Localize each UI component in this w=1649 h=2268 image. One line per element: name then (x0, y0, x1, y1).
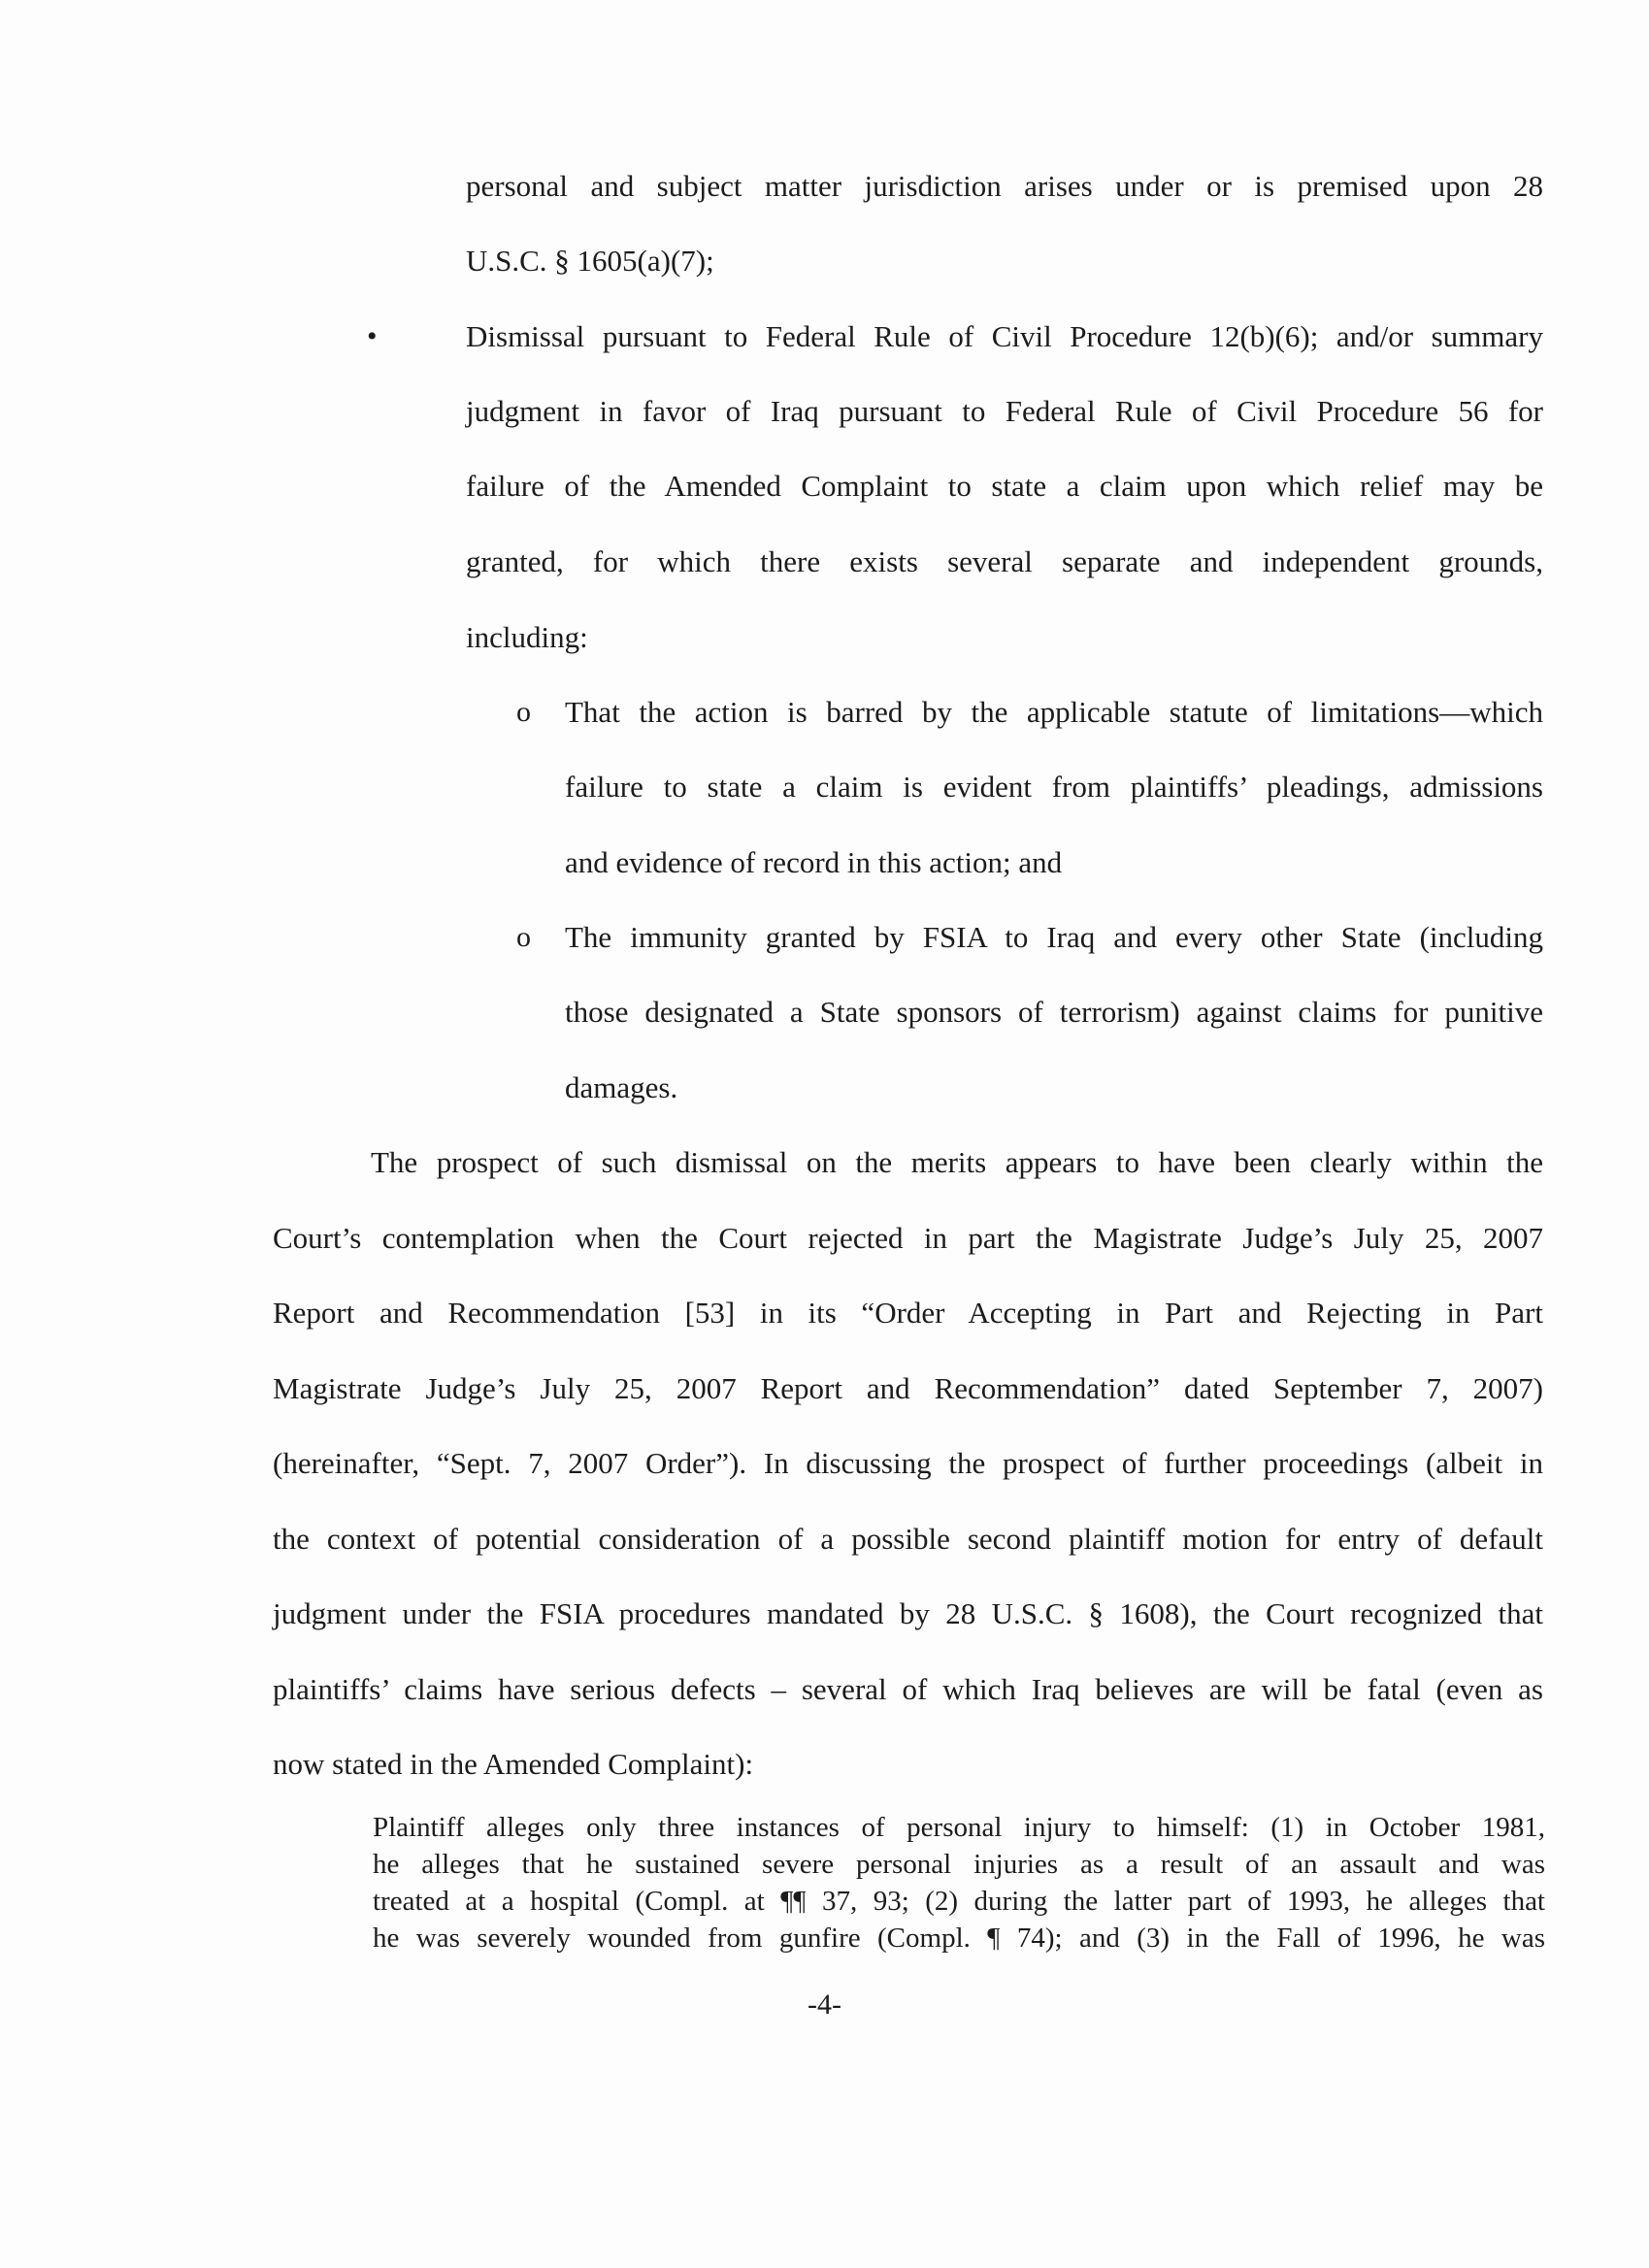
sub-bullet-line: failure to state a claim is evident from plaintiffs’ pleadings, admissions (565, 770, 1543, 804)
bullet-line: granted, for which there exists several separate and independent grounds, (466, 544, 1543, 578)
sub-bullet-marker: o (516, 921, 531, 953)
sub-bullet-line: The immunity granted by FSIA to Iraq and every other State (including (565, 920, 1543, 954)
bullet-marker: • (367, 320, 378, 352)
sub-bullet-line: and evidence of record in this action; and (565, 845, 1063, 879)
paragraph-line: judgment under the FSIA procedures mandated by 28 U.S.C. § 1608), the Court recognized that (273, 1596, 1543, 1630)
sub-bullet-marker: o (516, 696, 531, 728)
quote-line: he alleges that he sustained severe personal injuries as a result of an assault and was (373, 1849, 1545, 1880)
paragraph-line: The prospect of such dismissal on the merits appears to have been clearly within the (371, 1145, 1543, 1179)
paragraph-line: Court’s contemplation when the Court rejected in part the Magistrate Judge’s July 25, 2007 (273, 1221, 1543, 1255)
paragraph-line: Magistrate Judge’s July 25, 2007 Report and Recommendation” dated September 7, 2007) (273, 1371, 1543, 1405)
paragraph-line: plaintiffs’ claims have serious defects – several of which Iraq believes are will be fatal (even as (273, 1672, 1543, 1706)
paragraph-line: the context of potential consideration of a possible second plaintiff motion for entry of default (273, 1522, 1543, 1556)
quote-line: Plaintiff alleges only three instances of personal injury to himself: (1) in October 1981, (373, 1812, 1545, 1843)
sub-bullet-line: damages. (565, 1070, 678, 1104)
bullet-line: judgment in favor of Iraq pursuant to Federal Rule of Civil Procedure 56 for (466, 394, 1543, 428)
continuation-line: personal and subject matter jurisdiction arises under or is premised upon 28 (466, 169, 1543, 203)
paragraph-line: (hereinafter, “Sept. 7, 2007 Order”). In discussing the prospect of further proceedings (albeit in (273, 1446, 1543, 1480)
page-number: -4- (808, 1989, 841, 2021)
paragraph-line: now stated in the Amended Complaint): (273, 1747, 754, 1781)
bullet-line: failure of the Amended Complaint to state a claim upon which relief may be (466, 469, 1543, 503)
continuation-line: U.S.C. § 1605(a)(7); (466, 244, 714, 278)
bullet-line: including: (466, 620, 588, 654)
paragraph-line: Report and Recommendation [53] in its “Order Accepting in Part and Rejecting in Part (273, 1296, 1543, 1330)
sub-bullet-line: those designated a State sponsors of terrorism) against claims for punitive (565, 995, 1543, 1029)
quote-line: treated at a hospital (Compl. at ¶¶ 37, 93; (2) during the latter part of 1993, he alleges that (373, 1886, 1545, 1917)
bullet-line: Dismissal pursuant to Federal Rule of Civil Procedure 12(b)(6); and/or summary (466, 319, 1543, 353)
block-quote (373, 1809, 1545, 1964)
sub-bullet-line: That the action is barred by the applicable statute of limitations—which (565, 695, 1543, 729)
quote-line: he was severely wounded from gunfire (Compl. ¶ 74); and (3) in the Fall of 1996, he was (373, 1923, 1545, 1954)
